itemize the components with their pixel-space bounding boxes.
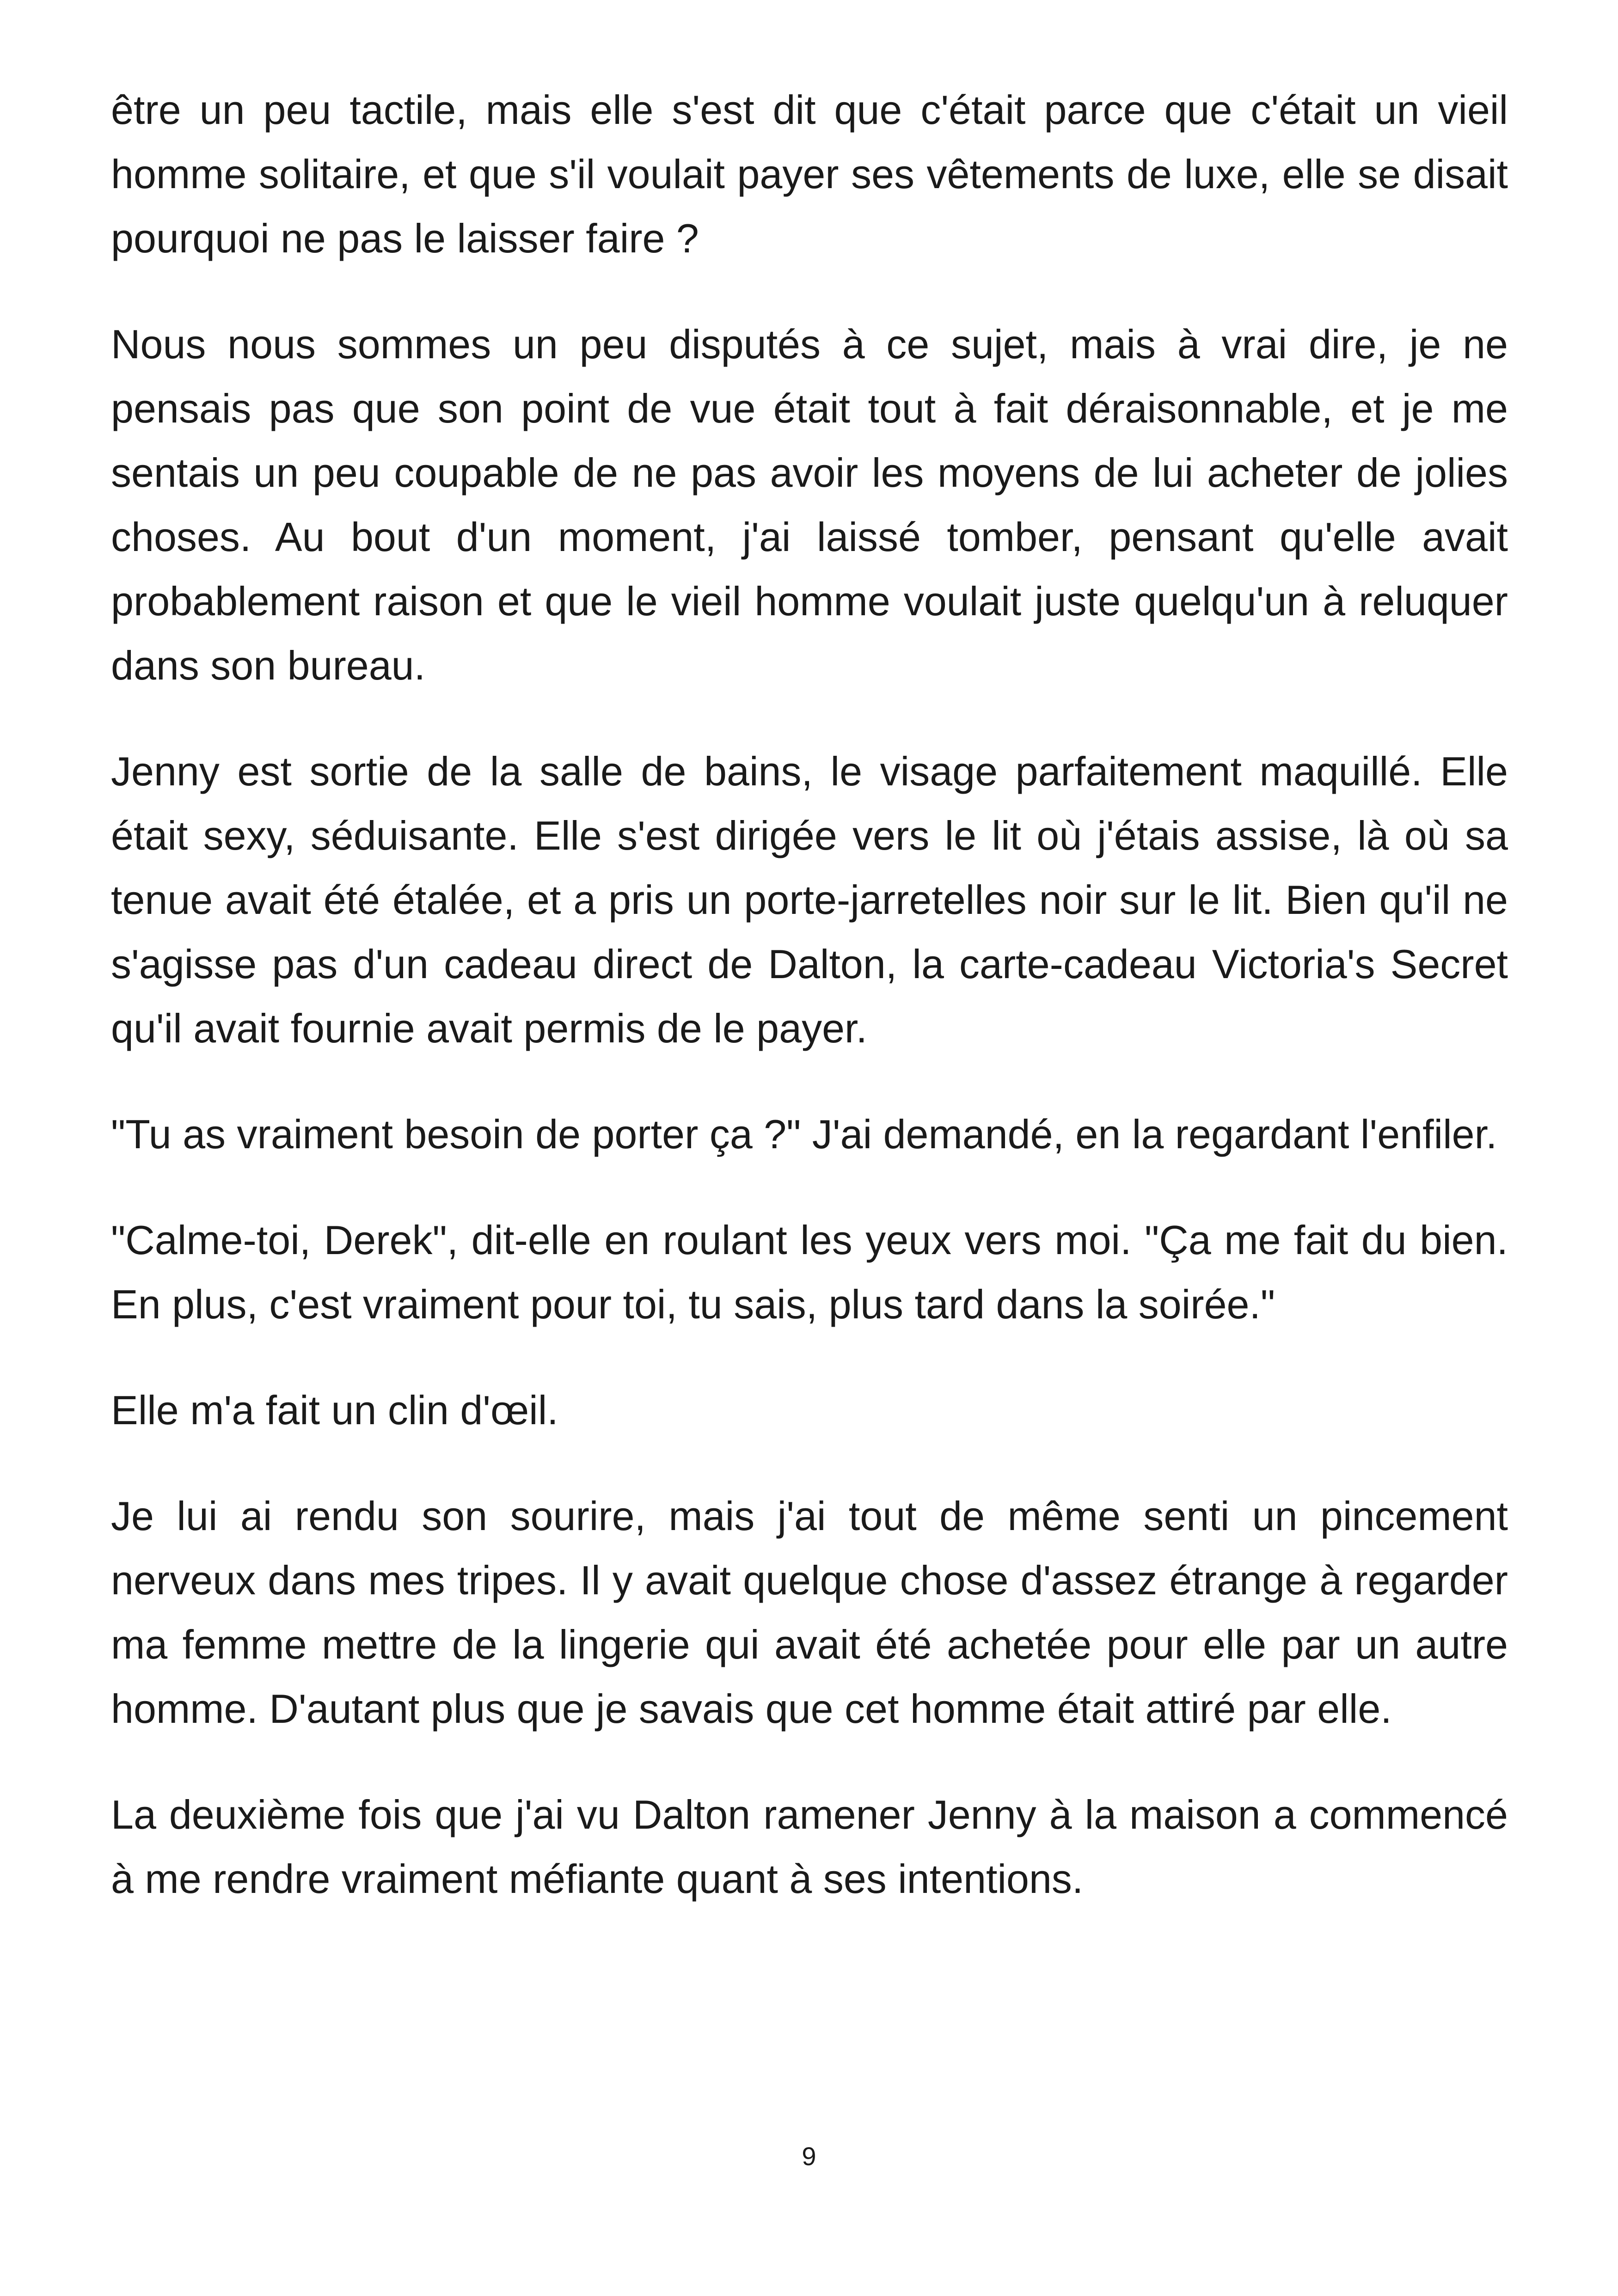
paragraph: La deuxième fois que j'ai vu Dalton ramener Jenny à la maison a commencé à me rendre vraiment méfiante quant à ses intentions. xyxy=(111,1792,1508,1902)
paragraph: "Tu as vraiment besoin de porter ça ?" J'ai demandé, en la regardant l'enfiler. xyxy=(111,1111,1497,1157)
paragraph: être un peu tactile, mais elle s'est dit que c'était parce que c'était un vieil homme solitaire, et que s'il voulait payer ses vêtements de luxe, elle se disait pourquoi ne pas le laisser faire ? xyxy=(111,87,1508,261)
paragraph: Elle m'a fait un clin d'œil. xyxy=(111,1387,558,1433)
paragraph: Je lui ai rendu son sourire, mais j'ai tout de même senti un pincement nerveux dans mes tripes. Il y avait quelque chose d'assez étrange à regarder ma femme mettre de la lingerie qui avait été achetée pour elle par un autre homme. D'autant plus que je savais que cet homme était attiré par elle. xyxy=(111,1493,1508,1732)
paragraph: Nous nous sommes un peu disputés à ce sujet, mais à vrai dire, je ne pensais pas que son point de vue était tout à fait déraisonnable, et je me sentais un peu coupable de ne pas avoir les moyens de lui acheter de jolies choses. Au bout d'un moment, j'ai laissé tomber, pensant qu'elle avait probablement raison et que le vieil homme voulait juste quelqu'un à reluquer dans son bureau. xyxy=(111,321,1508,688)
paragraph: Jenny est sortie de la salle de bains, le visage parfaitement maquillé. Elle était sexy, séduisante. Elle s'est dirigée vers le lit où j'étais assise, là où sa tenue avait été étalée, et a pris un porte-jarretelles noir sur le lit. Bien qu'il ne s'agisse pas d'un cadeau direct de Dalton, la carte-cadeau Victoria's Secret qu'il avait fournie avait permis de le payer. xyxy=(111,748,1508,1051)
paragraph: "Calme-toi, Derek", dit-elle en roulant les yeux vers moi. "Ça me fait du bien. En plus, c'est vraiment pour toi, tu sais, plus tard dans la soirée." xyxy=(111,1217,1508,1327)
body-text xyxy=(111,78,1508,1911)
page-number: 9 xyxy=(802,2142,816,2171)
